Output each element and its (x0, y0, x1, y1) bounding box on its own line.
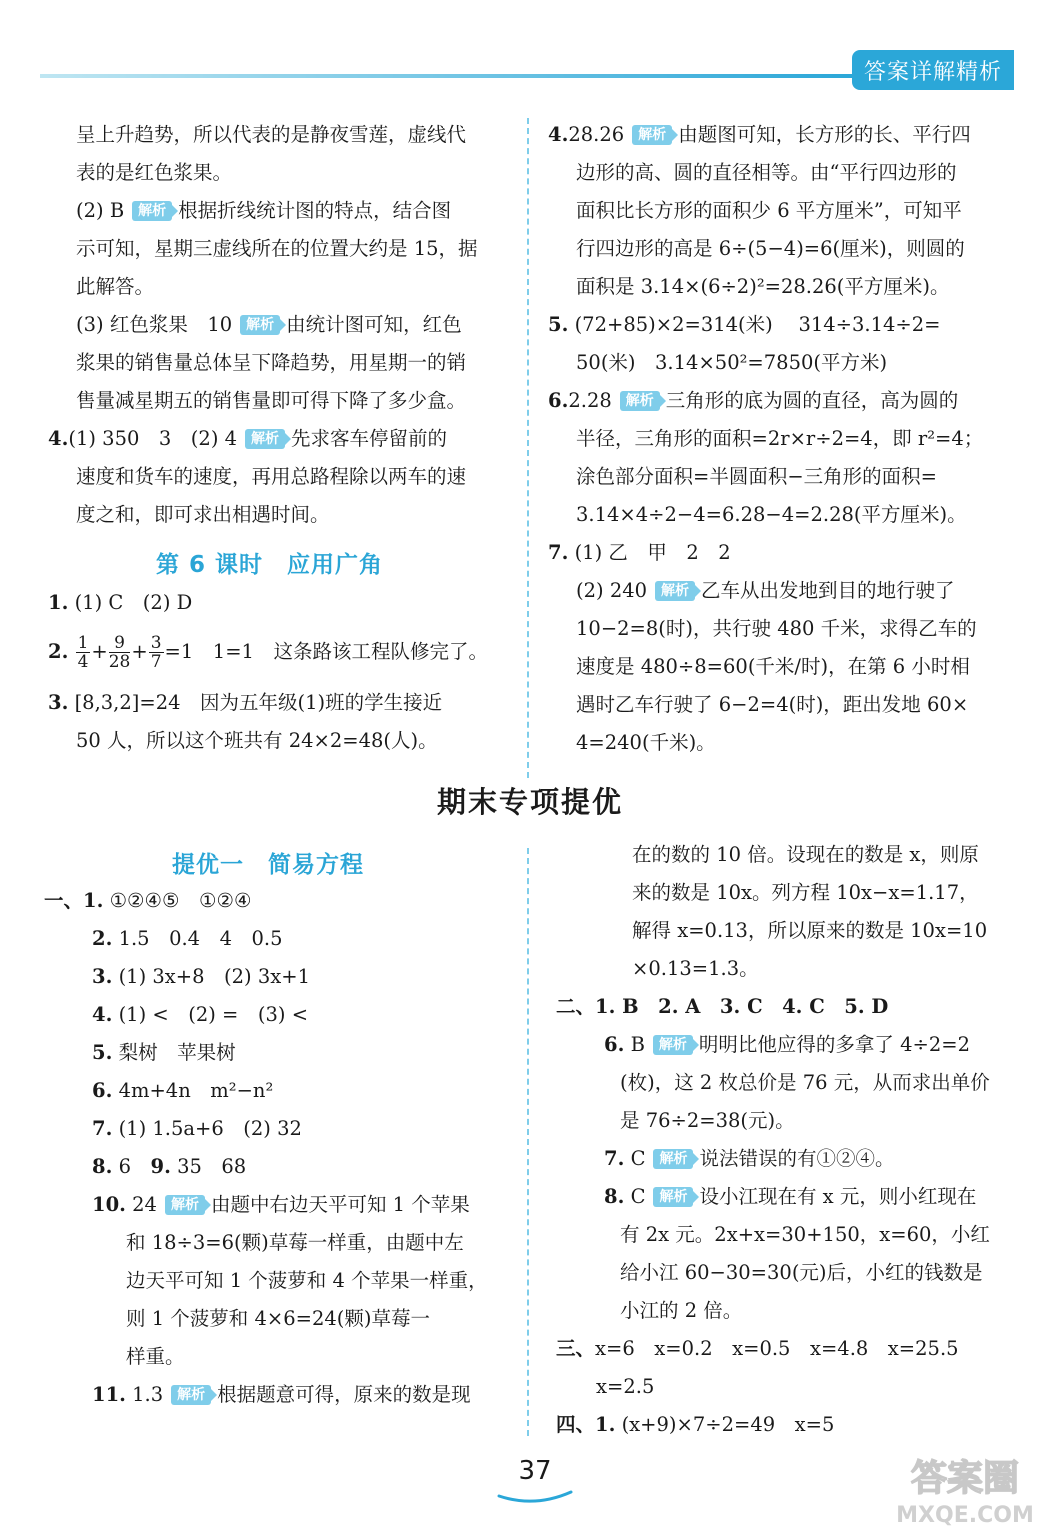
question-number: 2. (92, 927, 113, 950)
question-number: 6. (92, 1079, 113, 1102)
section-marker: 一、 (44, 889, 84, 912)
analysis-text: 三角形的底为圆的直径，高为圆的 (665, 389, 959, 412)
text-line (44, 996, 524, 1034)
analysis-tag: 解析 (132, 201, 172, 221)
answer: C (630, 1185, 646, 1208)
page-number-swoosh-icon (495, 1490, 575, 1506)
text-line (48, 420, 518, 458)
question-number: 6. (548, 389, 569, 412)
text-line: 50(米) 3.14×50²=7850(平方米) (576, 351, 888, 374)
answer: B (630, 1033, 645, 1056)
answer: (1) 350 3 (2) 4 (68, 427, 238, 450)
question-number: 1. (48, 591, 69, 614)
answer: (3) 红色浆果 10 (76, 313, 233, 336)
fraction: $\frac{9}{28}$ (108, 633, 131, 672)
text-line (548, 306, 1018, 344)
question-number: 6. (604, 1033, 625, 1056)
question-number: 8. (92, 1155, 113, 1178)
answer: (2) 240 (576, 579, 648, 602)
analysis-tag: 解析 (620, 391, 660, 411)
lesson6-answers (48, 584, 518, 760)
fraction: $\frac{1}{4}$ (77, 633, 89, 672)
text-line: ×0.13=1.3。 (632, 957, 759, 980)
text-line (556, 1178, 1026, 1216)
answer: 4m+4n m²−n² (118, 1079, 274, 1102)
text-line: 样重。 (126, 1345, 185, 1368)
bottom-right-column (556, 836, 1026, 1444)
analysis-text: 由统计图可知，红色 (286, 313, 462, 336)
text-line: 边天平可知 1 个菠萝和 4 个苹果一样重， (126, 1269, 488, 1292)
answer: 1.3 (132, 1383, 164, 1406)
text-line: 3.14×4÷2−4=6.28−4=2.28(平方厘米)。 (576, 503, 967, 526)
text-line: 示可知，星期三虚线所在的位置大约是 15，据 (76, 237, 478, 260)
text-line: 呈上升趋势，所以代表的是静夜雪莲，虚线代 (76, 123, 467, 146)
fraction-line: 2. $\frac{1}{4}$ + $\frac{9}{28}$ + $\frac{3}{7}$ =1 1=1 这条路该工程队修完了。 (48, 633, 488, 672)
answer: 28.26 (568, 123, 625, 146)
text-line: 有 2x 元。2x+x=30+150，x=60，小红 (620, 1223, 990, 1246)
question-number: 4. (548, 123, 569, 146)
question-number: 4. (92, 1003, 113, 1026)
text-line (556, 988, 1026, 1026)
analysis-text: 乙车从出发地到目的地行驶了 (701, 579, 955, 602)
question-number: 3. (92, 965, 113, 988)
question-number: 3. (48, 691, 69, 714)
text-line (48, 584, 518, 622)
question-number: 7. (604, 1147, 625, 1170)
column-divider (527, 848, 529, 1436)
top-right-column (548, 116, 1018, 762)
text-line: 在的数的 10 倍。设现在的数是 x，则原 (632, 843, 979, 866)
analysis-tag: 解析 (653, 1149, 693, 1169)
question-number: 9. (150, 1155, 171, 1178)
text-line: 速度和货车的速度，再用总路程除以两车的速 (76, 465, 467, 488)
text-line (44, 1072, 524, 1110)
question-number: 1. (83, 889, 104, 912)
analysis-text: 根据题意可得，原来的数是现 (217, 1383, 471, 1406)
fraction: $\frac{3}{7}$ (150, 633, 162, 672)
text-line: 则 1 个菠萝和 4×6=24(颗)草莓一 (126, 1307, 431, 1330)
text-line: 10−2=8(时)，共行驶 480 千米，求得乙车的 (576, 617, 977, 640)
answer: 1. B 2. A 3. C 4. C 5. D (595, 995, 889, 1018)
text-line (44, 1186, 524, 1224)
answer: [8,3,2]=24 因为五年级(1)班的学生接近 (74, 691, 443, 714)
watermark-top-text: 答案圈 (910, 1458, 1020, 1499)
text-line (48, 192, 518, 230)
analysis-tag: 解析 (245, 429, 285, 449)
answer: 1.5 0.4 4 0.5 (118, 927, 283, 950)
text-line (548, 116, 1018, 154)
text-line (48, 684, 518, 722)
analysis-text: 明明比他应得的多拿了 4÷2=2 (698, 1033, 971, 1056)
section-marker: 三、 (556, 1337, 596, 1360)
answer: ①②④⑤ ①②④ (109, 889, 252, 912)
page-number: 37 (518, 1456, 552, 1486)
answer: (2) B (76, 199, 125, 222)
text-line (548, 572, 1018, 610)
text-line (44, 882, 524, 920)
analysis-text: 说法错误的有①②④。 (699, 1147, 895, 1170)
analysis-text: 由题中右边天平可知 1 个苹果 (210, 1193, 470, 1216)
text-line (44, 958, 524, 996)
section-heading-tiyou1: 提优一 简易方程 (172, 852, 364, 878)
text-line (548, 534, 1018, 572)
text-line: 速度是 480÷8=60(千米/时)，在第 6 小时相 (576, 655, 970, 678)
question-number: 5. (548, 313, 569, 336)
text-line: (枚)，这 2 枚总价是 76 元，从而求出单价 (620, 1071, 990, 1094)
text-line: 4=240(千米)。 (576, 731, 716, 754)
answer: =1 1=1 这条路该工程队修完了。 (164, 640, 488, 663)
text-line: 度之和，即可求出相遇时间。 (76, 503, 330, 526)
column-divider (527, 118, 529, 778)
text-line (44, 1376, 524, 1414)
watermark-logo (880, 1450, 1050, 1530)
answer: x=6 x=0.2 x=0.5 x=4.8 x=25.5 (595, 1337, 959, 1360)
question-number: 7. (548, 541, 569, 564)
question-number: 10. (92, 1193, 126, 1216)
header-rule (40, 74, 852, 78)
question-number: 7. (92, 1117, 113, 1140)
text-line: 浆果的销售量总体呈下降趋势，用星期一的销 (76, 351, 467, 374)
answer: (1) C (2) D (74, 591, 193, 614)
top-left-column (48, 116, 518, 534)
answer: 6 (118, 1155, 131, 1178)
answer: (72+85)×2=314(米) 314÷3.14÷2= (574, 313, 941, 336)
bottom-left-column (44, 882, 524, 1414)
text-line: 面积是 3.14×(6÷2)²=28.26(平方厘米)。 (576, 275, 950, 298)
answer: (1) 3x+8 (2) 3x+1 (118, 965, 311, 988)
answer: (1) < (2) = (3) < (118, 1003, 309, 1026)
text-line: 边形的高、圆的直径相等。由“平行四边形的 (576, 161, 957, 184)
text-line: 来的数是 10x。列方程 10x−x=1.17， (632, 881, 979, 904)
question-number: 4. (48, 427, 69, 450)
analysis-tag: 解析 (240, 315, 280, 335)
text-line (556, 1140, 1026, 1178)
section-heading-lesson6: 第 6 课时 应用广角 (156, 552, 384, 578)
header-badge: 答案详解精析 (852, 50, 1014, 90)
analysis-text: 设小江现在有 x 元，则小红现在 (699, 1185, 977, 1208)
answer: 35 68 (177, 1155, 247, 1178)
text-line (44, 1034, 524, 1072)
text-line (44, 1110, 524, 1148)
section-marker: 四、 (556, 1413, 596, 1436)
watermark-bottom-text: MXQE.COM (896, 1503, 1034, 1528)
text-line: 50 人，所以这个班共有 24×2=48(人)。 (76, 729, 438, 752)
analysis-tag: 解析 (655, 581, 695, 601)
text-line (44, 920, 524, 958)
answer: 2.28 (568, 389, 612, 412)
text-line: 售量减星期五的销售量即可得下降了多少盒。 (76, 389, 467, 412)
analysis-tag: 解析 (165, 1195, 205, 1215)
question-number: 8. (604, 1185, 625, 1208)
question-number: 11. (92, 1383, 126, 1406)
page-title: 期末专项提优 (436, 785, 623, 819)
text-line: x=2.5 (596, 1375, 655, 1398)
analysis-text: 先求客车停留前的 (291, 427, 448, 450)
text-line: 涂色部分面积=半圆面积−三角形的面积= (576, 465, 938, 488)
text-line: 面积比长方形的面积少 6 平方厘米”，可知平 (576, 199, 962, 222)
text-line: 小江的 2 倍。 (620, 1299, 743, 1322)
answer: (1) 乙 甲 2 2 (574, 541, 731, 564)
text-line (556, 1406, 1026, 1444)
text-line: 表的是红色浆果。 (76, 161, 233, 184)
text-line (548, 382, 1018, 420)
text-line: 是 76÷2=38(元)。 (620, 1109, 795, 1132)
text-line (556, 1026, 1026, 1064)
answer: C (630, 1147, 646, 1170)
text-line: 遇时乙车行驶了 6−2=4(时)，距出发地 60× (576, 693, 969, 716)
question-number: 5. (92, 1041, 113, 1064)
answer: 24 (132, 1193, 157, 1216)
text-line: 半径，三角形的面积=2r×r÷2=4，即 r²=4； (576, 427, 984, 450)
question-number: 2. (48, 640, 69, 663)
text-line (556, 1330, 1026, 1368)
text-line: 给小江 60−30=30(元)后，小红的钱数是 (620, 1261, 983, 1284)
analysis-tag: 解析 (653, 1187, 693, 1207)
text-line: 行四边形的高是 6÷(5−4)=6(厘米)，则圆的 (576, 237, 965, 260)
answer: (x+9)×7÷2=49 x=5 (621, 1413, 835, 1436)
question-number: 1. (595, 1413, 616, 1436)
answer: (1) 1.5a+6 (2) 32 (118, 1117, 302, 1140)
text-line: 解得 x=0.13，所以原来的数是 10x=10 (632, 919, 988, 942)
text-line (48, 306, 518, 344)
text-line: 和 18÷3=6(颗)草莓一样重，由题中左 (126, 1231, 464, 1254)
analysis-text: 根据折线统计图的特点，结合图 (178, 199, 452, 222)
analysis-tag: 解析 (632, 125, 672, 145)
text-line (44, 1148, 524, 1186)
analysis-text: 由题图可知，长方形的长、平行四 (678, 123, 971, 146)
analysis-tag: 解析 (171, 1385, 211, 1405)
answer: 梨树 苹果树 (118, 1041, 236, 1064)
text-line: 此解答。 (76, 275, 155, 298)
section-marker: 二、 (556, 995, 596, 1018)
analysis-tag: 解析 (653, 1035, 693, 1055)
